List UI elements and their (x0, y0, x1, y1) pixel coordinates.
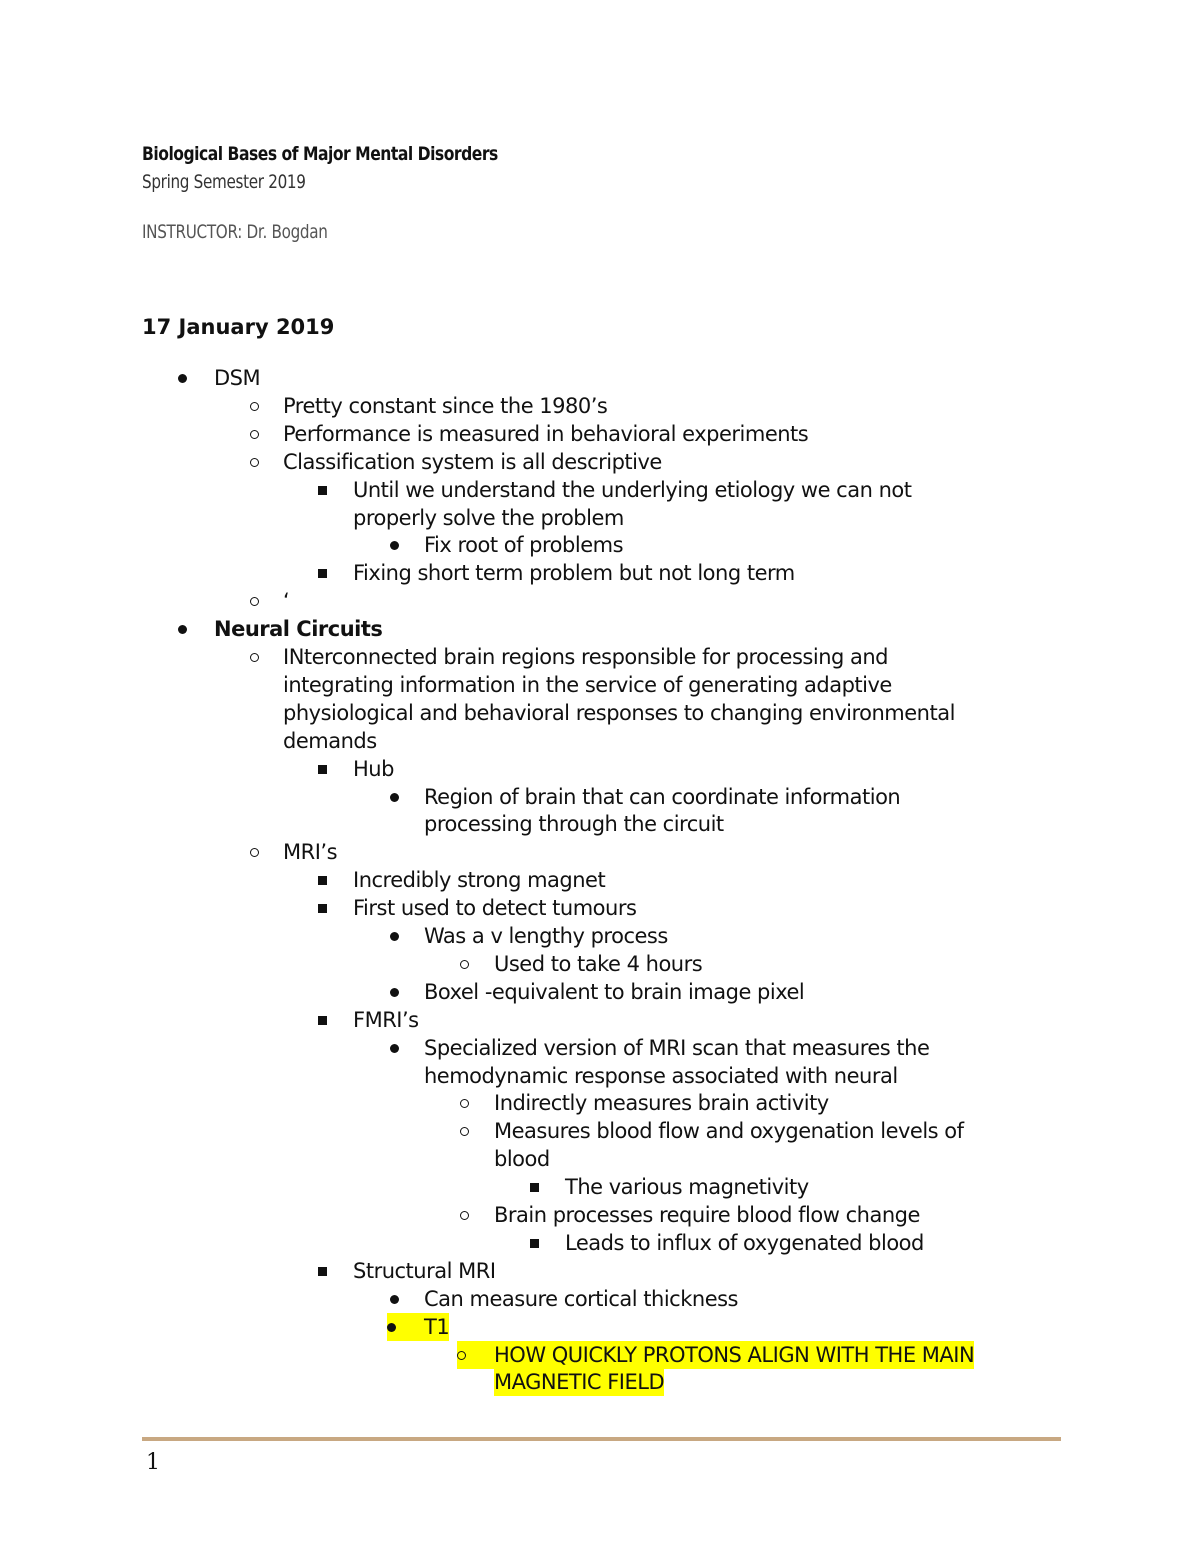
outline-item-text: Measures blood flow and oxygenation levels of (494, 1119, 964, 1144)
outline-item-text: MAGNETIC FIELD (494, 1370, 665, 1395)
outline-item-text: Can measure cortical thickness (424, 1286, 738, 1311)
outline-item-text: Hub (353, 756, 394, 781)
disc-bullet-icon (387, 1313, 428, 1341)
outline-item-text: T1 (424, 1314, 450, 1339)
outline-item-text: hemodynamic response associated with neural (424, 1063, 898, 1088)
outline-item-text: blood (494, 1147, 550, 1172)
outline-item-text: Structural MRI (353, 1258, 496, 1283)
outline-item-text: Specialized version of MRI scan that measures the (424, 1035, 930, 1060)
semester-line: Spring Semester 2019 (142, 171, 306, 193)
outline-item-text: demands (283, 728, 377, 753)
outline-item-text: integrating information in the service of generating adaptive (283, 672, 892, 697)
outline-item-text: Leads to influx of oxygenated blood (565, 1230, 924, 1255)
outline-item-text: Indirectly measures brain activity (494, 1091, 829, 1116)
outline-item-text: Neural Circuits (214, 617, 383, 642)
outline-item-text: Fixing short term problem but not long term (353, 561, 795, 586)
outline-item-text: Fix root of problems (424, 533, 624, 558)
outline-item-text: DSM (214, 366, 261, 390)
outline-item-text: Until we understand the underlying etiology we can not (353, 477, 912, 502)
outline-item-text: First used to detect tumours (353, 896, 637, 921)
outline-item-text: Performance is measured in behavioral experiments (283, 421, 809, 446)
outline-item-text: Used to take 4 hours (494, 951, 703, 976)
outline-item-text: Incredibly strong magnet (353, 868, 606, 893)
instructor-line: INSTRUCTOR: Dr. Bogdan (142, 221, 328, 243)
outline-item-text: Was a v lengthy process (424, 924, 668, 948)
outline-item-text: ‘ (283, 589, 290, 614)
course-title: Biological Bases of Major Mental Disorders (142, 143, 498, 165)
outline-item-text: properly solve the problem (353, 505, 624, 530)
outline-item-text: MRI’s (283, 840, 338, 865)
circle-bullet-icon (457, 1341, 498, 1369)
outline-item-text: Boxel -equivalent to brain image pixel (424, 979, 805, 1004)
outline-item-text: INterconnected brain regions responsible for processing and (283, 645, 889, 669)
outline-item-text: physiological and behavioral responses to changing environmental (283, 700, 955, 725)
outline-item-text: Pretty constant since the 1980’s (283, 393, 608, 418)
outline-item-text: FMRI’s (353, 1007, 419, 1032)
outline-item-text: Classification system is all descriptive (283, 449, 662, 474)
outline-item-text: Brain processes require blood flow change (494, 1203, 920, 1227)
outline-item-text: The various magnetivity (565, 1175, 809, 1200)
page-number: 1 (146, 1450, 160, 1475)
footer-divider (142, 1437, 1061, 1441)
date-heading: 17 January 2019 (142, 315, 335, 339)
outline-item-text: HOW QUICKLY PROTONS ALIGN WITH THE MAIN (494, 1342, 975, 1367)
outline-item-text: Region of brain that can coordinate information (424, 784, 901, 809)
outline-item-text: processing through the circuit (424, 812, 724, 837)
